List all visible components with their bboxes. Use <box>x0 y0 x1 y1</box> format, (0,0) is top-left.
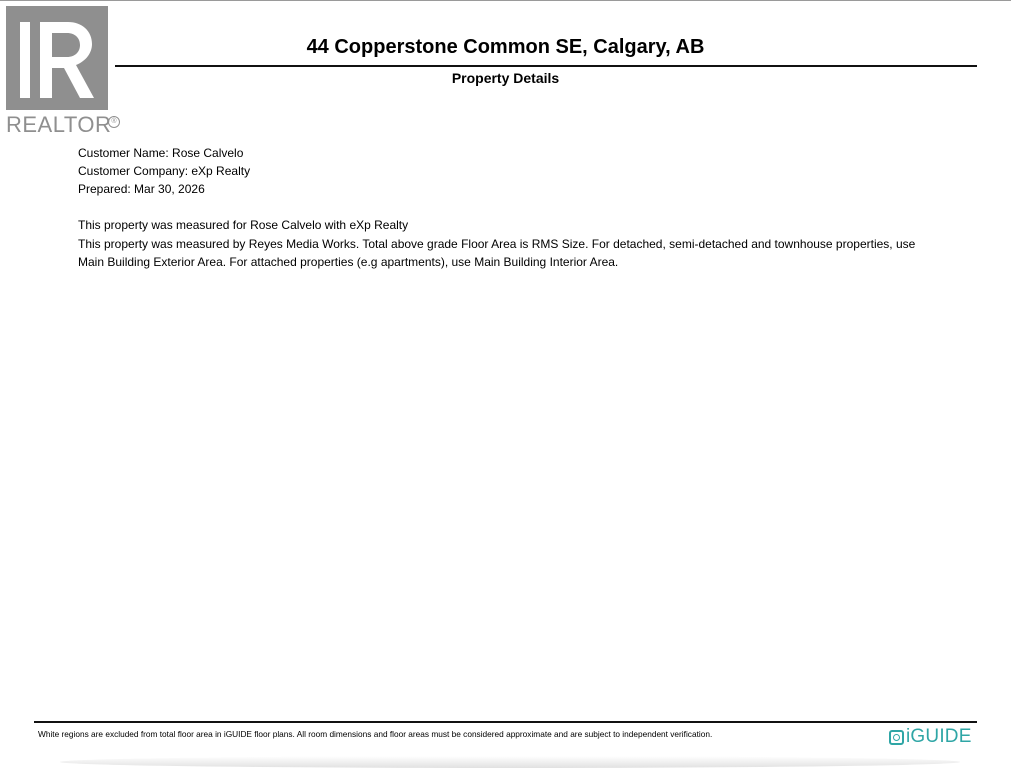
footer-divider <box>34 721 977 723</box>
realtor-wordmark: REALTOR <box>6 112 112 137</box>
iguide-wordmark: iGUIDE <box>906 726 972 747</box>
iguide-icon <box>889 730 904 745</box>
footer-disclaimer: White regions are excluded from total floor area in iGUIDE floor plans. All room dimensions and floor areas must be considered approximate and are subject to independent verification. <box>38 729 713 739</box>
customer-name: Customer Name: Rose Calvelo <box>78 146 244 160</box>
measurement-statement <box>78 216 918 272</box>
page-title: 44 Copperstone Common SE, Calgary, AB <box>306 36 705 58</box>
page-top-border <box>0 0 1011 1</box>
statement-line-2: This property was measured by Reyes Media Works. Total above grade Floor Area is RMS Size. For detached, semi-detached and townhouse properties, use <box>78 236 916 251</box>
customer-company: Customer Company: eXp Realty <box>78 164 251 178</box>
customer-details <box>78 144 250 198</box>
page-subtitle: Property Details <box>451 70 560 86</box>
prepared-date: Prepared: Mar 30, 2026 <box>78 182 205 196</box>
statement-line-1: This property was measured for Rose Calvelo with eXp Realty <box>78 218 409 232</box>
statement-line-3: Main Building Exterior Area. For attached properties (e.g apartments), use Main Building Interior Area. <box>78 255 619 269</box>
page-bottom-shadow <box>60 756 960 768</box>
iguide-logo <box>889 726 972 748</box>
title-divider <box>115 65 977 67</box>
registered-mark: ® <box>108 116 120 128</box>
